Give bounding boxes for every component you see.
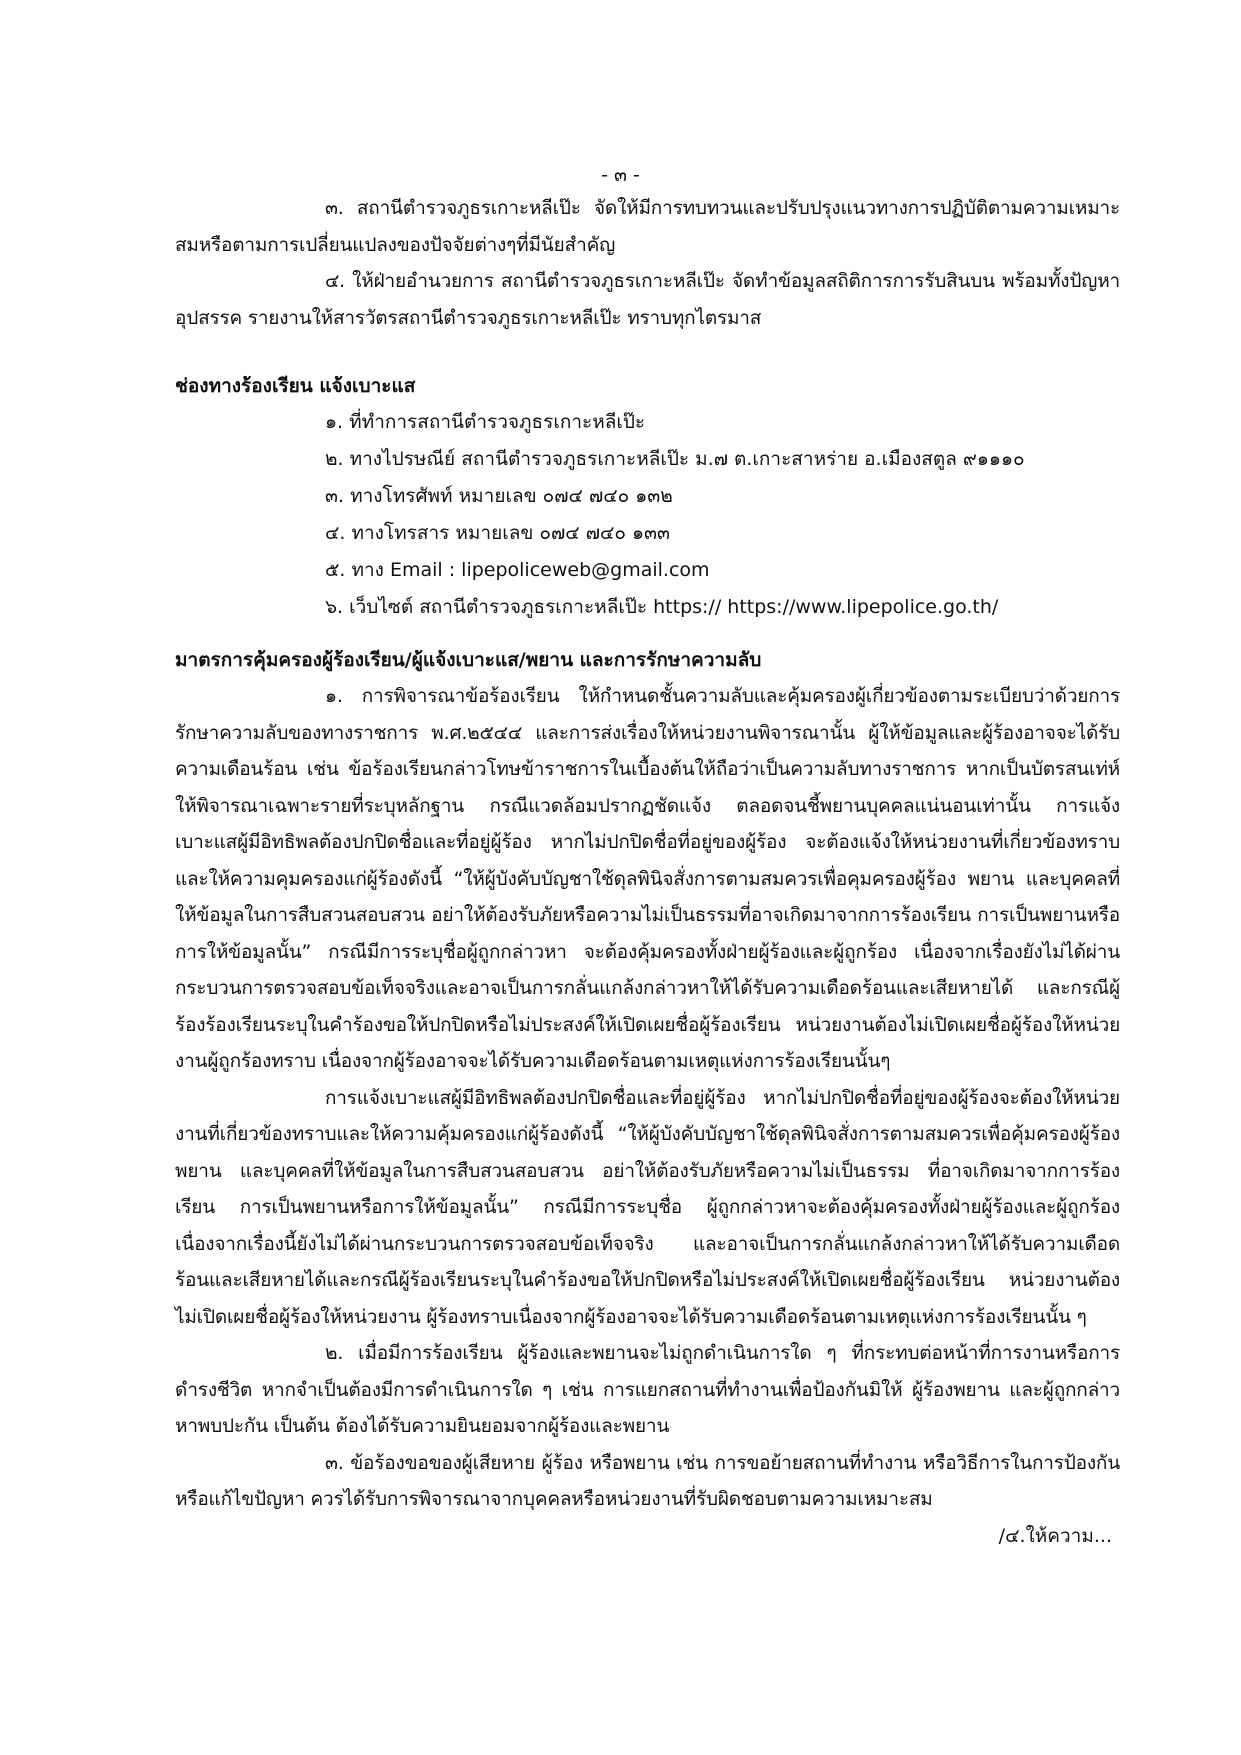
protection-paragraph-1: ๑. การพิจารณาข้อร้องเรียน ให้กำหนดชั้นความลับและคุ้มครองผู้เกี่ยวข้องตามระเบียบว่าด้วยการ รักษาความลับของทางราชการ พ.ศ.๒๕๔๔ และการส่งเรื่องให้หน่วยงานพิจารณานั้น ผู้ให้ข้อมูลและผู้ร้องอาจจะได้รับความเดือนร้อน เช่น ข้อร้องเรียนกล่าวโทษข้าราชการในเบื้องต้นให้ถือว่าเป็นความลับทางราชการ หากเป็นบัตรสนเท่ห์ ให้พิจารณาเฉพาะรายที่ระบุหลักฐาน กรณีแวดล้อมปรากฏชัดแจ้ง ตลอดจนชี้พยานบุคคลแน่นอนเท่านั้น การแจ้งเบาะแสผู้มีอิทธิพลต้องปกปิดชื่อและที่อยู่ผู้ร้อง หากไม่ปกปิดชื่อที่อยู่ของผู้ร้อง จะต้องแจ้งให้หน่วยงานที่เกี่ยวข้องทราบและให้ความคุมครองแก่ผู้ร้องดังนี้ “ให้ผู้บังคับบัญชาใช้ดุลพินิจสั่งการตามสมควรเพื่อคุมครองผู้ร้อง พยาน และบุคคลที่ให้ข้อมูลในการสืบสวนสอบสวน อย่าให้ต้องรับภัยหรือความไม่เป็นธรรมที่อาจเกิดมาจากการร้องเรียน การเป็นพยานหรือการให้ข้อมูลนั้น” กรณีมีการระบุชื่อผู้ถูกกล่าวหา จะต้องคุ้มครองทั้งฝ่ายผู้ร้องและผู้ถูกร้อง เนื่องจากเรื่องยังไม่ได้ผ่านกระบวนการตรวจสอบข้อเท็จจริงและอาจเป็นการกลั่นแกล้งกล่าวหาให้ได้รับความเดือดร้อนและเสียหายได้ และกรณีผู้ร้องร้องเรียนระบุในคำร้องขอให้ปกปิดหรือไม่ประสงค์ให้เปิดเผยชื่อผู้ร้องเรียน หน่วยงานต้องไม่เปิดเผยชื่อผู้ร้องให้หน่วยงานผู้ถูกร้องทราบ เนื่องจากผู้ร้องอาจจะได้รับความเดือดร้อนตามเหตุแห่งการร้องเรียนนั้นๆ	[175, 685, 1120, 1072]
intro-paragraph-3: ๓. สถานีตำรวจภูธรเกาะหลีเป๊ะ จัดให้มีการทบทวนและปรับปรุงแนวทางการปฏิบัติตามความเหมาะสมหรือตามการเปลี่ยนแปลงของปัจจัยต่างๆที่มีนัยสำคัญ	[175, 197, 1120, 256]
protection-paragraph-2: ๒. เมื่อมีการร้องเรียน ผู้ร้องและพยานจะไม่ถูกดำเนินการใด ๆ ที่กระทบต่อหน้าที่การงานหรือการดำรงชีวิต หากจำเป็นต้องมีการดำเนินการใด ๆ เช่น การแยกสถานที่ทำงานเพื่อป้องกันมิให้ ผู้ร้องพยาน และผู้ถูกกล่าวหาพบปะกัน เป็นต้น ต้องได้รับความยินยอมจากผู้ร้องและพยาน	[175, 1342, 1120, 1437]
protection-heading: มาตรการคุ้มครองผู้ร้องเรียน/ผู้แจ้งเบาะแส/พยาน และการรักษาความลับ	[175, 649, 762, 671]
channel-item-website: ๖. เว็บไซต์ สถานีตำรวจภูธรเกาะหลีเป๊ะ https:// https://www.lipepolice.go.th/	[325, 596, 999, 618]
intro-paragraph-4: ๔. ให้ฝ่ายอำนวยการ สถานีตำรวจภูธรเกาะหลีเป๊ะ จัดทำข้อมูลสถิติการการรับสินบน พร้อมทั้งปัญหา อุปสรรค รายงานให้สารวัตรสถานีตำรวจภูธรเกาะหลีเป๊ะ ทราบทุกไตรมาส	[175, 270, 1120, 329]
channels-list	[175, 404, 1120, 626]
protection-paragraph-3: ๓. ข้อร้องขอของผู้เสียหาย ผู้ร้อง หรือพยาน เช่น การขอย้ายสถานที่ทำงาน หรือวิธีการในการป้องกันหรือแก้ไขปัญหา ควรได้รับการพิจารณาจากบุคคลหรือหน่วยงานที่รับผิดชอบตามความเหมาะสม	[175, 1451, 1120, 1510]
channel-item-email: ๕. ทาง Email : lipepoliceweb@gmail.com	[325, 559, 710, 581]
channels-heading: ช่องทางร้องเรียน แจ้งเบาะแส	[175, 375, 416, 397]
channel-item-fax: ๔. ทางโทรสาร หมายเลข ๐๗๔ ๗๔๐ ๑๓๓	[325, 522, 671, 544]
document-body	[175, 190, 1120, 1554]
page-number: - ๓ -	[601, 164, 640, 186]
protection-paragraph-informant: การแจ้งเบาะแสผู้มีอิทธิพลต้องปกปิดชื่อและที่อยู่ผู้ร้อง หากไม่ปกปิดชื่อที่อยู่ของผู้ร้องจะต้องให้หน่วยงานที่เกี่ยวข้องทราบและให้ความคุ้มครองแก่ผู้ร้องดังนี้ “ให้ผู้บังคับบัญชาใช้ดุลพินิจสั่งการตามสมควรเพื่อคุ้มครองผู้ร้อง พยาน และบุคคลที่ให้ข้อมูลในการสืบสวนสอบสวน อย่าให้ต้องรับภัยหรือความไม่เป็นธรรม ที่อาจเกิดมาจากการร้องเรียน การเป็นพยานหรือการให้ข้อมูลนั้น” กรณีมีการระบุชื่อ ผู้ถูกกล่าวหาจะต้องคุ้มครองทั้งฝ่ายผู้ร้องและผู้ถูกร้อง เนื่องจากเรื่องนี้ยังไม่ได้ผ่านกระบวนการตรวจสอบข้อเท็จจริง และอาจเป็นการกลั่นแกล้งกล่าวหาให้ได้รับความเดือดร้อนและเสียหายได้และกรณีผู้ร้องเรียนระบุในคำร้องขอให้ปกปิดหรือไม่ประสงค์ให้เปิดเผยชื่อผู้ร้องเรียน หน่วยงานต้องไม่เปิดเผยชื่อผู้ร้องให้หน่วยงาน ผู้ร้องทราบเนื่องจากผู้ร้องอาจจะได้รับความเดือดร้อนตามเหตุแห่งการร้องเรียนนั้น ๆ	[175, 1086, 1120, 1328]
continuation-marker: /๔.ให้ความ...	[998, 1524, 1112, 1547]
channel-item-post: ๒. ทางไปรษณีย์ สถานีตำรวจภูธรเกาะหลีเป๊ะ ม.๗ ต.เกาะสาหร่าย อ.เมืองสตูล ๙๑๑๑๐	[325, 448, 1025, 470]
channel-item-phone: ๓. ทางโทรศัพท์ หมายเลข ๐๗๔ ๗๔๐ ๑๓๒	[325, 485, 673, 507]
channel-item-office: ๑. ที่ทำการสถานีตำรวจภูธรเกาะหลีเป๊ะ	[325, 411, 646, 433]
